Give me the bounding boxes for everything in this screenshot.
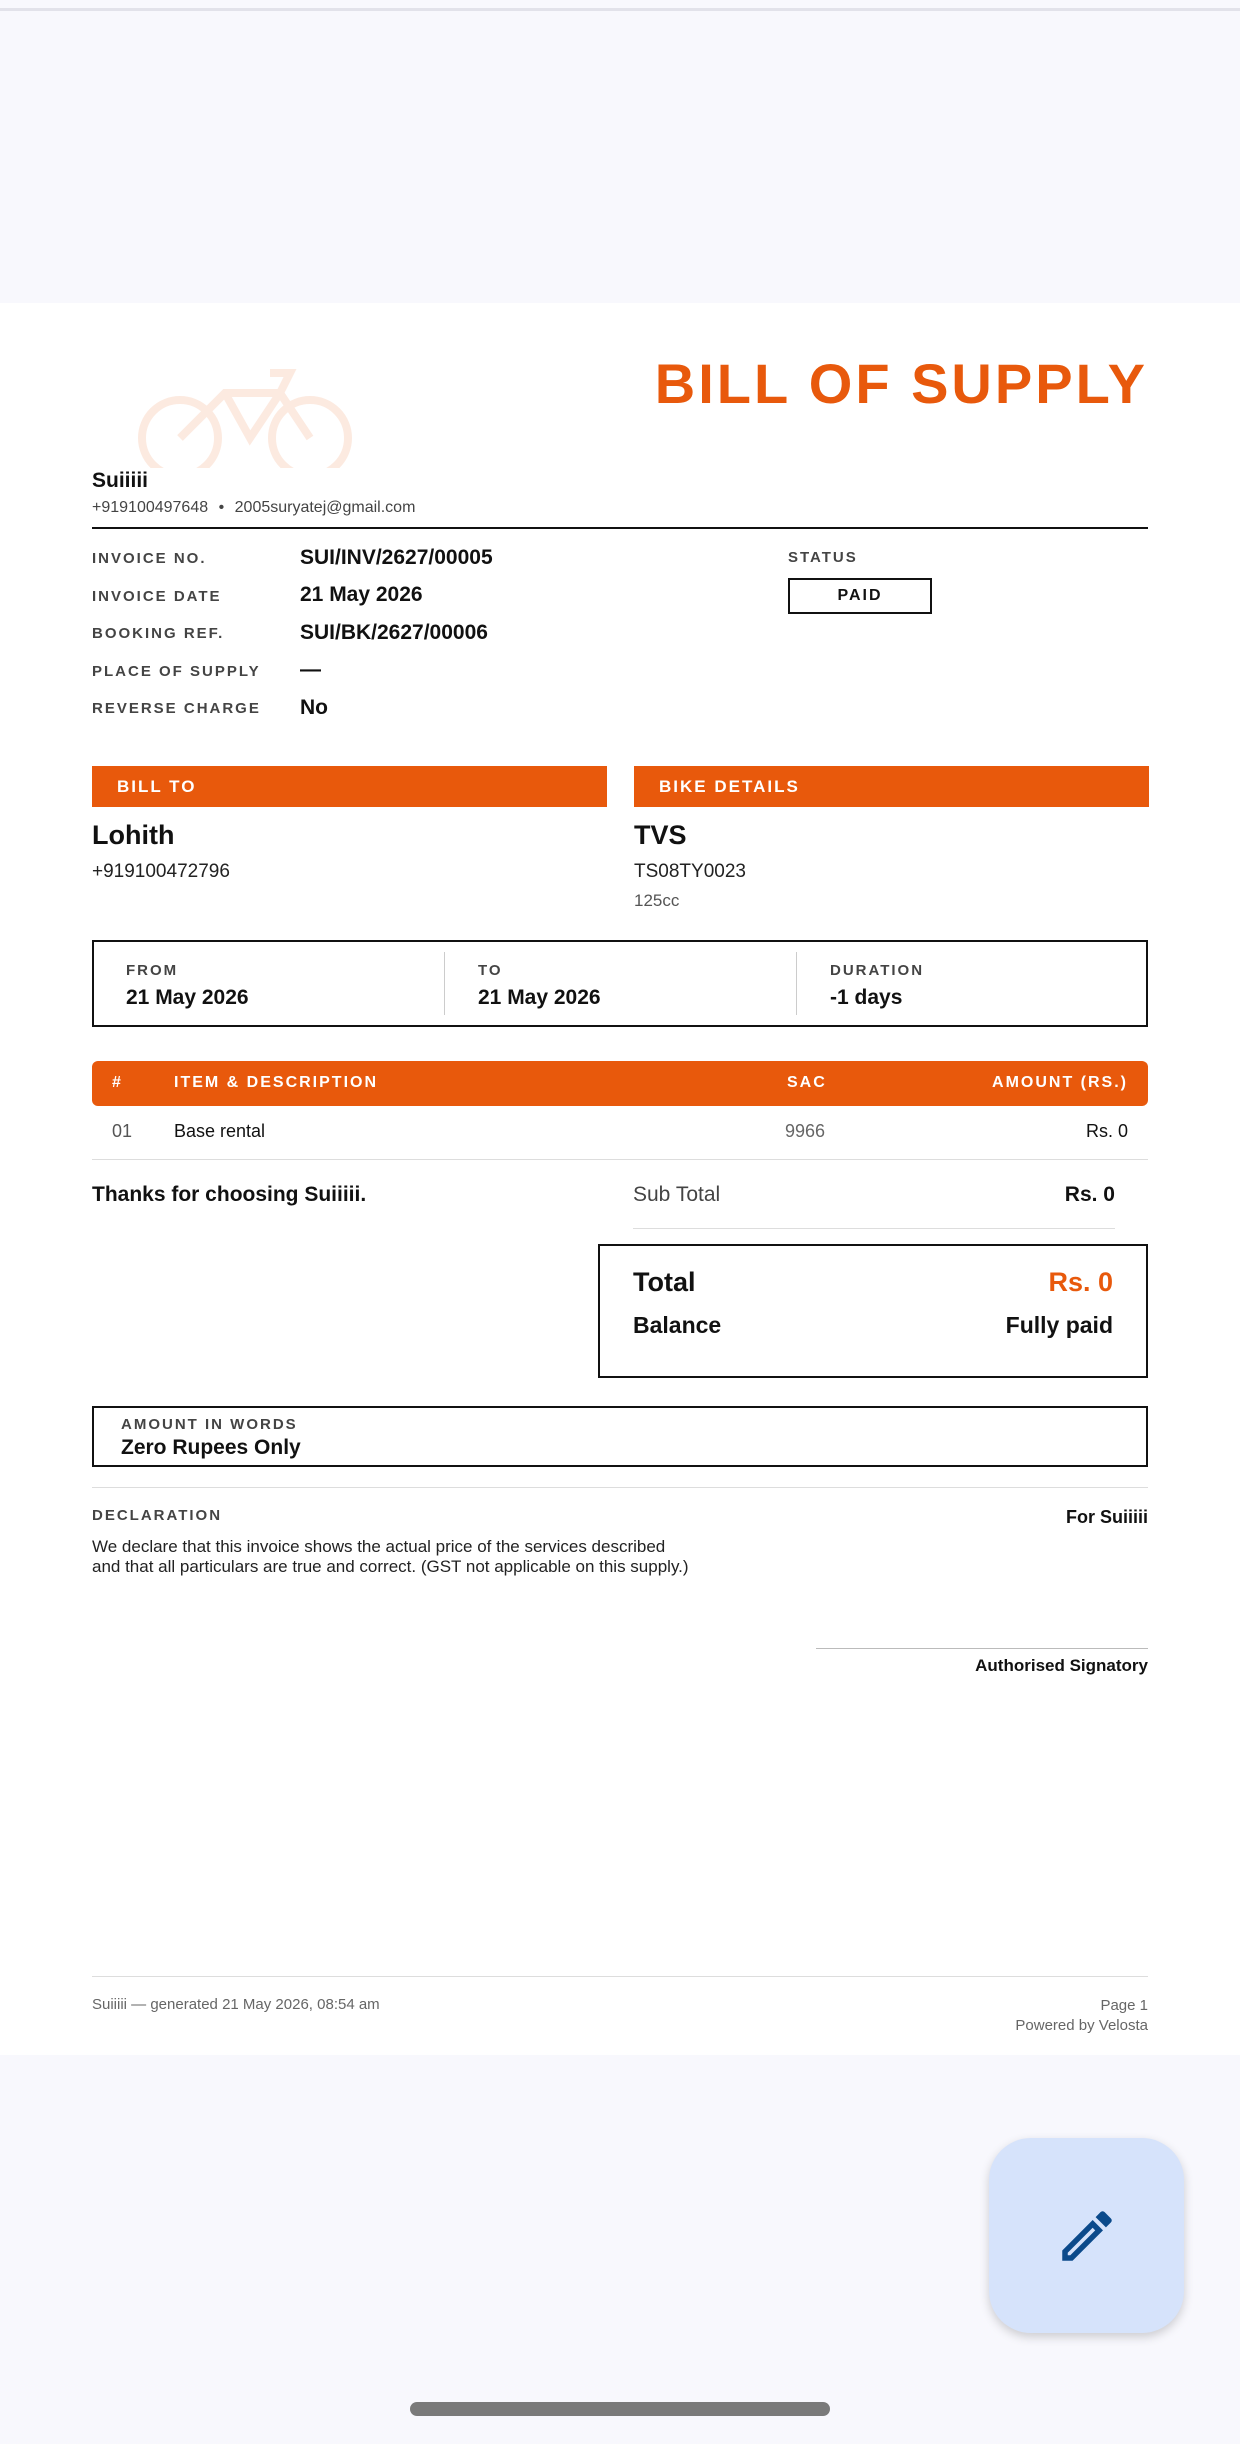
declaration-line: and that all particulars are true and correct. (GST not applicable on this supply.) [92,1557,689,1576]
item-sac: 9966 [785,1121,826,1141]
page-footer [1015,1996,1148,2036]
declaration-line: We declare that this invoice shows the actual price of the services described [92,1537,666,1556]
subtotal-label: Sub Total [633,1183,721,1206]
subtotal-rule [633,1228,1115,1229]
business-phone: +919100497648 [92,499,209,516]
thanks-note: Thanks for choosing Suiiiii. [92,1183,367,1206]
booking-ref-label: BOOKING REF. [92,625,225,642]
booking-ref-value: SUI/BK/2627/00006 [300,621,488,644]
item-amount: Rs. 0 [1085,1121,1128,1141]
amount-words-value: Zero Rupees Only [121,1436,301,1459]
footer-rule [92,1976,1148,1977]
page-number: Page 1 [1100,1997,1148,2014]
pencil-icon [1054,2203,1120,2269]
invoice-date-value: 21 May 2026 [300,583,423,606]
subtotal-value: Rs. 0 [1064,1183,1115,1206]
to-label: TO [478,962,503,979]
col-number: # [112,1074,123,1091]
contact-separator: • [218,499,225,516]
col-sac: SAC [787,1074,827,1091]
invoice-document [0,303,1240,2055]
to-date: 21 May 2026 [478,986,601,1009]
col-amount: AMOUNT (RS.) [992,1074,1128,1091]
customer-name: Lohith [92,820,175,850]
reverse-charge-label: REVERSE CHARGE [92,700,261,717]
col-description: ITEM & DESCRIPTION [174,1074,379,1091]
amount-in-words [92,1406,1148,1467]
place-of-supply-label: PLACE OF SUPPLY [92,663,261,680]
business-email: 2005suryatej@gmail.com [234,499,416,516]
invoice-date-label: INVOICE DATE [92,588,222,605]
header-rule [92,527,1148,529]
from-date: 21 May 2026 [126,986,249,1009]
generated-note: Suiiiii — generated 21 May 2026, 08:54 am [92,1996,380,2013]
invoice-no-value: SUI/INV/2627/00005 [300,546,493,569]
table-row [92,1107,1148,1160]
duration-label: DURATION [830,962,925,979]
amount-words-label: AMOUNT IN WORDS [121,1416,298,1433]
item-description: Base rental [174,1121,266,1141]
edit-fab-button[interactable] [989,2138,1184,2333]
powered-by: Powered by Velosta [1015,2017,1148,2034]
bike-registration: TS08TY0023 [634,861,746,882]
from-label: FROM [126,962,179,979]
signatory-company: For Suiiiii [1065,1507,1148,1527]
status-label: STATUS [788,549,858,566]
total-summary [598,1244,1148,1378]
declaration-label: DECLARATION [92,1507,223,1524]
trip-divider [444,952,445,1015]
balance-value: Fully paid [1005,1312,1113,1338]
business-name: Suiiiii [92,469,149,492]
document-title: BILL OF SUPPLY [654,352,1148,415]
item-number: 01 [112,1121,133,1141]
balance-label: Balance [633,1312,722,1338]
customer-phone: +919100472796 [92,861,230,882]
bike-name: TVS [634,820,687,850]
total-label: Total [633,1267,696,1297]
bike-logo-icon [130,363,360,468]
bike-details-heading: BIKE DETAILS [634,766,1149,807]
business-contact [92,499,415,517]
duration-value: -1 days [830,986,903,1009]
reverse-charge-value: No [300,696,328,719]
signatory-label: Authorised Signatory [975,1656,1148,1675]
items-table-header [92,1061,1148,1106]
signature-line [816,1648,1148,1649]
invoice-no-label: INVOICE NO. [92,550,207,567]
top-divider [0,8,1240,11]
trip-period [92,940,1148,1027]
declaration-text [92,1537,772,1577]
home-indicator[interactable] [410,2402,830,2416]
bill-to-heading: BILL TO [92,766,607,807]
place-of-supply-value: — [300,658,321,681]
trip-divider [796,952,797,1015]
status-badge: PAID [788,578,932,614]
declaration-rule [92,1487,1148,1488]
total-value: Rs. 0 [1048,1267,1113,1297]
bike-engine-cc: 125cc [634,891,680,910]
